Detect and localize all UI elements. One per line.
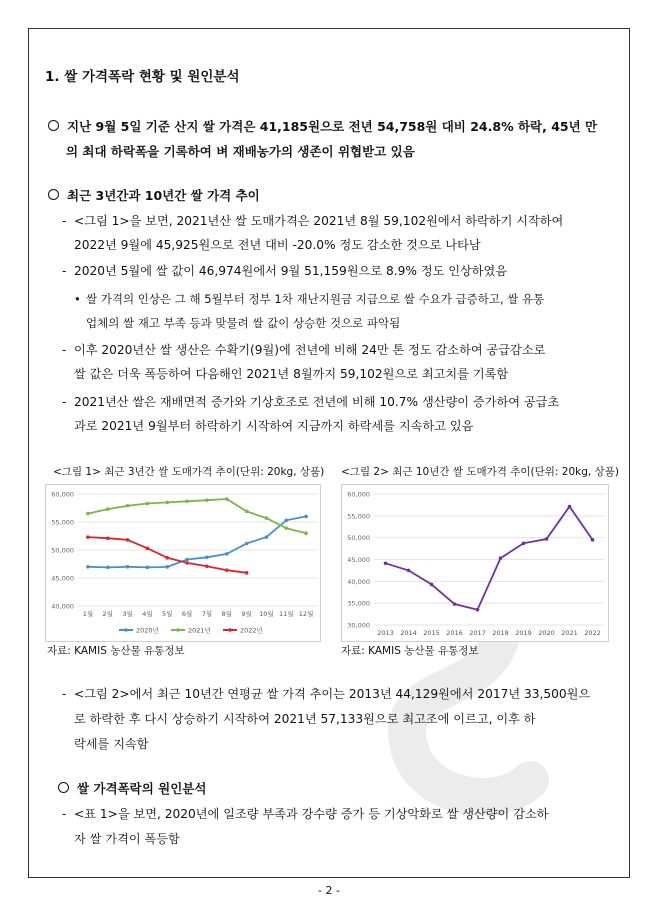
y-tick-label: 45,000 <box>51 574 74 583</box>
y-tick-label: 40,000 <box>347 577 370 586</box>
y-tick-label: 30,000 <box>347 621 370 630</box>
chart-1 <box>46 485 320 641</box>
ring-bullet-icon <box>48 189 59 200</box>
data-point <box>430 583 434 587</box>
data-point <box>522 542 526 546</box>
data-point <box>245 571 249 575</box>
list-item: - 2021년산 쌀은 재배면적 증가와 기상호조로 전년에 비해 10.7% 생산량이 증가하여 공급초 과로 2021년 9월부터 하락하기 시작하여 지금까지 하락세를 지속하고 있음 <box>62 395 560 433</box>
x-tick-label: 2018 <box>492 629 509 637</box>
data-point <box>225 568 229 572</box>
data-point <box>185 561 189 565</box>
page-number: - 2 - <box>318 884 340 897</box>
data-point <box>225 497 229 501</box>
data-point <box>545 537 549 541</box>
legend-label: 2022년 <box>240 626 263 635</box>
x-tick-label: 4월 <box>142 610 153 618</box>
y-tick-label: 45,000 <box>347 556 370 564</box>
x-tick-label: 2월 <box>102 610 113 618</box>
ring-bullet-icon <box>48 120 59 131</box>
x-tick-label: 1월 <box>82 610 94 618</box>
data-point <box>304 515 308 519</box>
x-tick-label: 2016 <box>446 629 463 637</box>
list-subitem: • 쌀 가격의 인상은 그 해 5월부터 정부 1차 재난지원금 지급으로 쌀 수요가 급증하고, 쌀 유통 업체의 쌀 재고 부족 등과 맞물려 쌀 값이 상승한 것으로 파악됨 <box>74 292 545 330</box>
x-tick-label: 2014 <box>400 629 417 637</box>
x-tick-label: 6월 <box>181 610 193 618</box>
list-item: - 이후 2020년산 쌀 생산은 수확기(9월)에 전년에 비해 24만 톤 정도 감소하여 공급감소로 쌀 값은 더욱 폭등하여 다음해인 2021년 8월까지 59,102원으로 최고치를 기록함 <box>62 343 546 381</box>
x-tick-label: 3월 <box>122 610 133 618</box>
data-point <box>185 499 189 503</box>
data-point <box>146 502 150 506</box>
x-tick-label: 2013 <box>377 629 394 637</box>
x-tick-label: 12월 <box>298 610 314 618</box>
x-tick-label: 2019 <box>515 629 532 637</box>
chart-2-box <box>341 484 609 642</box>
bullet-3 <box>58 779 206 797</box>
x-tick-label: 2022 <box>584 629 601 637</box>
list-item: - <그림 2>에서 최근 10년간 연평균 쌀 가격 추이는 2013년 44,129원에서 2017년 33,500원으 로 하락한 후 다시 상승하기 시작하여 2021년 57,133원으로 최고조에 이르고, 이후 하 락세를 지속함 <box>62 687 591 751</box>
series-line <box>386 507 593 610</box>
bullet-3-label: 쌀 가격폭락의 원인분석 <box>77 781 207 796</box>
data-point <box>205 555 209 559</box>
data-point <box>568 505 572 509</box>
data-point <box>106 536 110 540</box>
legend-label: 2020년 <box>136 626 159 635</box>
figure-2-caption: <그림 2> 최근 10년간 쌀 도매가격 추이(단위: 20kg, 상품) <box>341 466 619 478</box>
data-point <box>165 556 169 560</box>
chart-2 <box>342 485 608 641</box>
data-point <box>146 547 150 551</box>
x-tick-label: 11월 <box>278 610 294 618</box>
figure-1-caption: <그림 1> 최근 3년간 쌀 도매가격 추이(단위: 20kg, 상품) <box>53 466 325 478</box>
x-tick-label: 5월 <box>162 610 173 618</box>
data-point <box>265 516 269 520</box>
y-tick-label: 55,000 <box>51 518 74 527</box>
bullet-2 <box>48 186 260 204</box>
y-tick-label: 55,000 <box>347 512 370 521</box>
y-tick-label: 50,000 <box>347 534 370 543</box>
data-point <box>185 558 189 562</box>
y-tick-label: 35,000 <box>347 599 370 608</box>
data-point <box>245 542 249 546</box>
list-item: - 2020년 5월에 쌀 값이 46,974원에서 9월 51,159원으로 8.9% 정도 인상하였음 <box>62 264 508 278</box>
data-point <box>284 519 288 523</box>
x-tick-label: 2020 <box>538 629 555 637</box>
series-line <box>88 516 306 567</box>
data-point <box>453 602 457 606</box>
data-point <box>106 507 110 511</box>
legend-label: 2021년 <box>188 626 211 635</box>
data-point <box>146 566 150 570</box>
ring-bullet-icon <box>58 782 69 793</box>
data-point <box>126 504 130 508</box>
x-tick-label: 9월 <box>241 610 252 618</box>
list-item: - <표 1>을 보면, 2020년에 일조량 부족과 강수량 증가 등 기상악화로 쌀 생산량이 감소하 자 쌀 가격이 폭등함 <box>62 807 549 846</box>
legend-marker <box>228 628 232 632</box>
data-point <box>205 498 209 502</box>
bullet-2-label: 최근 3년간과 10년간 쌀 가격 추이 <box>67 188 260 203</box>
data-point <box>86 565 90 569</box>
data-point <box>86 535 90 539</box>
y-tick-label: 60,000 <box>51 490 74 499</box>
x-tick-label: 10월 <box>259 610 274 618</box>
data-point <box>205 564 209 568</box>
data-point <box>106 566 110 570</box>
data-point <box>86 512 90 516</box>
data-point <box>245 510 249 514</box>
series-line <box>88 499 306 533</box>
bullet-1-line1: 지난 9월 5일 기준 산지 쌀 가격은 41,185원으로 전년 54,758원 대비 24.8% 하락, 45년 만 <box>67 119 598 134</box>
data-point <box>499 556 503 560</box>
bullet-1 <box>48 117 597 135</box>
data-point <box>165 501 169 505</box>
data-point <box>384 562 388 566</box>
x-tick-label: 2017 <box>469 629 486 637</box>
data-point <box>225 552 229 556</box>
x-tick-label: 2021 <box>561 629 578 637</box>
figure-1-source: 자료: KAMIS 농산물 유통정보 <box>47 645 185 657</box>
bullet-1-line2: 의 최대 하락폭을 기록하여 벼 재배농가의 생존이 위협받고 있음 <box>66 144 415 159</box>
data-point <box>407 569 411 573</box>
data-point <box>265 535 269 539</box>
list-item: - <그림 1>을 보면, 2021년산 쌀 도매가격은 2021년 8월 59,102원에서 하락하기 시작하여 2022년 9월에 45,925원으로 전년 대비 -20.0% 정도 감소한 것으로 나타남 <box>62 214 564 252</box>
x-tick-label: 8월 <box>221 610 232 618</box>
data-point <box>591 538 595 542</box>
x-tick-label: 2015 <box>423 629 440 637</box>
section-heading: 1. 쌀 가격폭락 현황 및 원인분석 <box>45 69 240 85</box>
data-point <box>284 526 288 530</box>
y-tick-label: 60,000 <box>347 490 370 499</box>
data-point <box>126 538 130 542</box>
chart-1-box <box>45 484 321 642</box>
data-point <box>165 565 169 569</box>
y-tick-label: 40,000 <box>51 602 74 611</box>
legend-marker <box>124 628 128 632</box>
data-point <box>304 531 308 535</box>
x-tick-label: 7월 <box>201 610 213 618</box>
data-point <box>126 565 130 569</box>
legend-marker <box>176 628 180 632</box>
figure-2-source: 자료: KAMIS 농산물 유통정보 <box>341 645 479 657</box>
data-point <box>476 608 480 612</box>
y-tick-label: 50,000 <box>51 546 74 555</box>
